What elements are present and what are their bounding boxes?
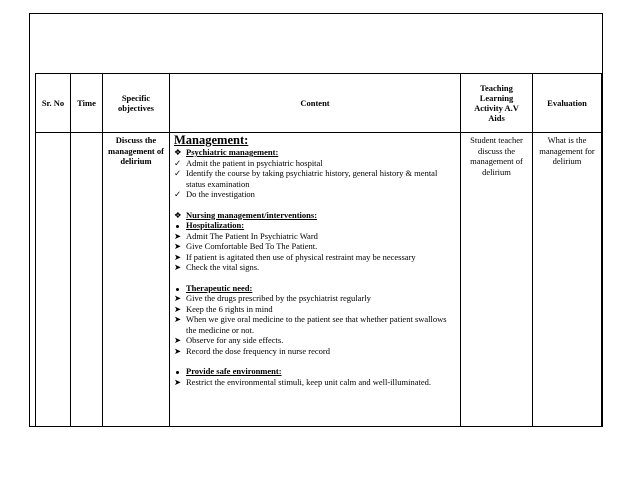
- check-mark-icon: ✓: [174, 157, 182, 168]
- arrow-bullet-icon: ➤: [174, 293, 182, 303]
- list-item: ✓ Do the investigation: [174, 189, 255, 199]
- section-therapeutic: [174, 283, 454, 294]
- list-item: ➤ Check the vital signs.: [174, 262, 260, 272]
- list-item: ➤ Record the dose frequency in nurse record: [174, 345, 330, 356]
- round-bullet-icon: [174, 283, 186, 294]
- header-teaching-aids: Teaching Learning Activity A.V Aids: [461, 74, 533, 133]
- cell-teaching-activity: Student teacher discuss the management of delirium: [461, 133, 533, 427]
- nursing-heading: Nursing management/interventions:: [186, 209, 318, 220]
- list-item: ✓ Identify the course by taking psychiatric history, general history & mental status examination: [174, 168, 438, 189]
- section-nursing: [174, 210, 454, 221]
- header-row: [36, 74, 602, 133]
- check-mark-icon: ✓: [174, 189, 182, 199]
- section-psychiatric: [174, 147, 454, 158]
- header-objectives: Specific objectives: [103, 74, 170, 133]
- cell-content: [170, 133, 461, 427]
- list-item: ✓ Admit the patient in psychiatric hospital: [174, 157, 323, 168]
- lesson-plan-table: [35, 73, 602, 427]
- header-content: Content: [170, 74, 461, 133]
- arrow-bullet-icon: ➤: [174, 345, 182, 356]
- psychiatric-heading: Psychiatric management:: [186, 147, 279, 157]
- list-item: ➤ Restrict the environmental stimuli, keep unit calm and well-illuminated.: [174, 376, 432, 387]
- section-environment: [174, 366, 454, 377]
- content-heading: Management:: [174, 133, 249, 147]
- round-bullet-icon: [174, 366, 186, 377]
- environment-heading: Provide safe environment:: [186, 366, 282, 376]
- arrow-bullet-icon: ➤: [174, 303, 182, 314]
- arrow-bullet-icon: ➤: [174, 262, 182, 272]
- table-row: [36, 133, 602, 427]
- header-sr-no: Sr. No: [36, 74, 71, 133]
- list-item: ➤ Observe for any side effects.: [174, 335, 284, 345]
- cell-objectives: Discuss the management of delirium: [103, 133, 170, 427]
- list-item: ➤ Give the drugs prescribed by the psychiatrist regularly: [174, 293, 371, 303]
- list-item: ➤ When we give oral medicine to the patient see that whether patient swallows the medicine or not.: [174, 314, 447, 335]
- header-evaluation: Evaluation: [533, 74, 602, 133]
- arrow-bullet-icon: ➤: [174, 241, 182, 251]
- cell-evaluation: What is the management for delirium: [533, 133, 602, 427]
- diamond-bullet-icon: ❖: [174, 147, 182, 157]
- arrow-bullet-icon: ➤: [174, 376, 182, 387]
- diamond-bullet-icon: ❖: [174, 209, 182, 220]
- arrow-bullet-icon: ➤: [174, 230, 182, 241]
- cell-time: [71, 133, 103, 427]
- section-hospitalization: [174, 220, 454, 231]
- therapeutic-heading: Therapeutic need:: [186, 282, 253, 293]
- arrow-bullet-icon: ➤: [174, 251, 182, 262]
- arrow-bullet-icon: ➤: [174, 314, 182, 324]
- hospitalization-heading: Hospitalization:: [186, 220, 245, 230]
- round-bullet-icon: [174, 220, 186, 231]
- cell-sr-no: [36, 133, 71, 427]
- list-item: ➤ Give Comfortable Bed To The Patient.: [174, 241, 318, 251]
- list-item: ➤ Admit The Patient In Psychiatric Ward: [174, 230, 318, 241]
- header-time: Time: [71, 74, 103, 133]
- list-item: ➤ Keep the 6 rights in mind: [174, 303, 273, 314]
- list-item: ➤ If patient is agitated then use of physical restraint may be necessary: [174, 251, 416, 262]
- arrow-bullet-icon: ➤: [174, 335, 182, 345]
- check-mark-icon: ✓: [174, 168, 182, 178]
